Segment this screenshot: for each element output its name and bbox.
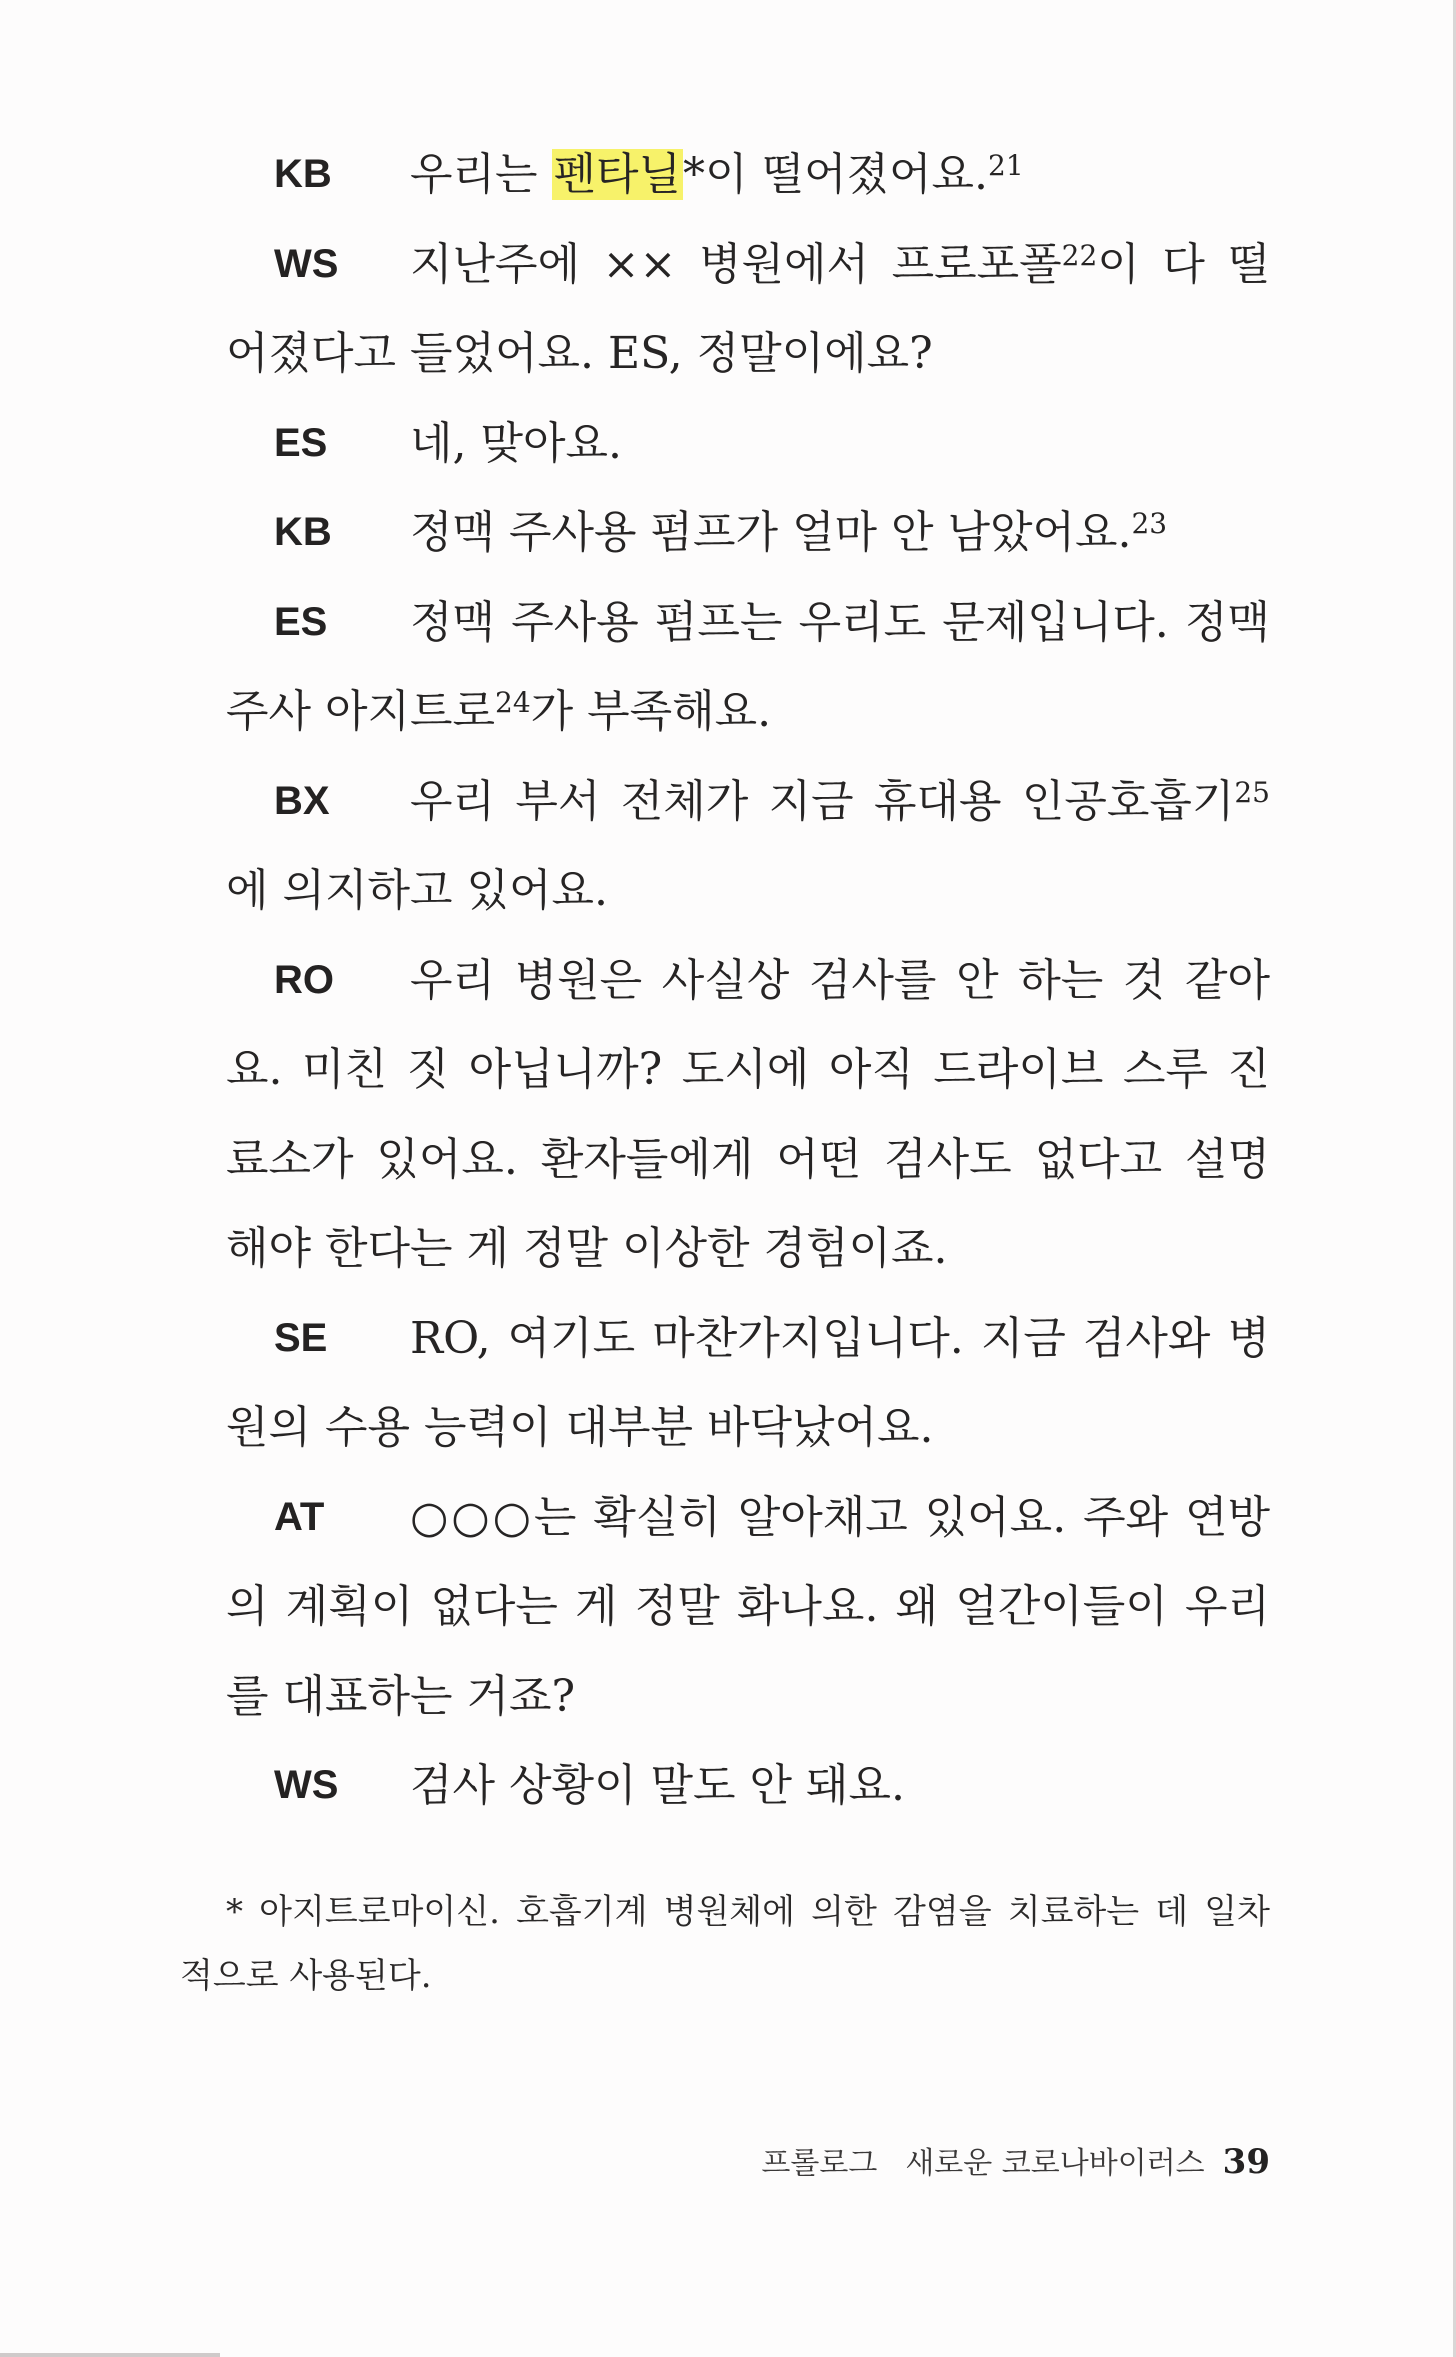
- speech-text: [410, 578, 1270, 668]
- speaker-label: ES: [274, 420, 328, 465]
- speech-continuation: [226, 1204, 947, 1294]
- speech-text: [410, 1294, 1270, 1384]
- speaker-label: BX: [274, 778, 330, 823]
- speech-fragment: 어졌다고 들었어요. ES, 정말이에요?: [226, 328, 933, 379]
- speech-fragment: 요. 미친 짓 아닙니까? 도시에 아직 드라이브 스루 진: [226, 1044, 1270, 1095]
- page-number: 39: [1222, 2142, 1270, 2182]
- scan-edge-mark: [0, 2353, 220, 2357]
- text-line: [226, 757, 1270, 847]
- text-line: [226, 1204, 1270, 1294]
- speech-fragment: 정맥 주사용 펌프는 우리도 문제입니다. 정맥: [410, 596, 1270, 648]
- text-line: [226, 1383, 1270, 1473]
- speech-text: [410, 488, 1167, 578]
- speech-fragment: 에 의지하고 있어요.: [226, 865, 608, 916]
- speech-fragment: 우리 부서 전체가 지금 휴대용 인공호흡기: [410, 775, 1235, 827]
- speech-fragment: 우리는: [410, 149, 552, 200]
- text-line: [226, 399, 1270, 489]
- speaker-label: ES: [274, 599, 328, 644]
- speech-text: [410, 757, 1270, 847]
- speech-fragment: 료소가 있어요. 환자들에게 어떤 검사도 없다고 설명: [226, 1133, 1270, 1185]
- speech-continuation: [226, 1652, 575, 1742]
- speech-fragment: 우리 병원은 사실상 검사를 안 하는 것 같아: [410, 954, 1270, 1006]
- speech-fragment: 해야 한다는 게 정말 이상한 경험이죠.: [226, 1223, 948, 1274]
- text-line: [226, 130, 1270, 220]
- text-line: [226, 1473, 1270, 1563]
- text-line: [226, 1741, 1270, 1831]
- text-line: [226, 1294, 1270, 1384]
- footnote-ref: 22: [1061, 238, 1098, 272]
- speech-fragment: 지난주에 ×× 병원에서 프로포폴: [410, 238, 1062, 290]
- footnote-line: * 아지트로마이신. 호흡기계 병원체에 의한 감염을 치료하는 데 일차: [226, 1892, 1270, 1932]
- speaker-label: KB: [274, 510, 332, 554]
- text-line: [226, 846, 1270, 936]
- speech-continuation: [226, 309, 933, 399]
- text-line: [226, 309, 1270, 399]
- text-line: [226, 220, 1270, 310]
- text-line: [226, 578, 1270, 668]
- text-line: [226, 1652, 1270, 1742]
- speech-continuation: [226, 1025, 1270, 1115]
- text-line: [226, 936, 1270, 1026]
- speaker-label: WS: [274, 1763, 339, 1807]
- speech-fragment: 정맥 주사용 펌프가 얼마 안 남았어요.: [410, 507, 1132, 558]
- speech-fragment: 의 계획이 없다는 게 정말 화나요. 왜 얼간이들이 우리: [226, 1581, 1270, 1632]
- speech-fragment: *이 떨어졌어요.: [683, 149, 989, 200]
- text-line: [226, 1025, 1270, 1115]
- speech-text: [410, 130, 1024, 220]
- chapter-title: 새로운 코로나바이러스: [905, 2146, 1205, 2181]
- speech-text: [410, 936, 1270, 1026]
- speech-text: [410, 220, 1270, 310]
- chapter-label: 프롤로그: [761, 2146, 878, 2181]
- speech-fragment: 를 대표하는 거죠?: [226, 1670, 576, 1722]
- speaker-label: SE: [274, 1315, 328, 1360]
- dialogue-text: [226, 130, 1270, 1831]
- footnote-ref: 21: [988, 149, 1024, 182]
- speech-fragment: 주사 아지트로: [226, 686, 496, 737]
- speech-fragment: 이 다 떨: [1097, 238, 1270, 290]
- footnote-ref: 24: [495, 686, 531, 719]
- speech-continuation: [226, 1115, 1270, 1205]
- speech-fragment: 네, 맞아요.: [410, 417, 622, 469]
- text-line: [226, 1115, 1270, 1205]
- speaker-label: KB: [274, 152, 332, 196]
- speech-fragment: 검사 상황이 말도 안 돼요.: [410, 1760, 905, 1811]
- text-line: [226, 667, 1270, 757]
- speech-fragment: ○○○는 확실히 알아채고 있어요. 주와 연방: [410, 1491, 1270, 1543]
- speech-fragment: 가 부족해요.: [530, 686, 772, 737]
- footnote-ref: 25: [1234, 775, 1270, 809]
- speech-continuation: [226, 846, 608, 936]
- text-line: [226, 1562, 1270, 1652]
- speaker-label: AT: [274, 1494, 325, 1539]
- footnote-ref: 23: [1131, 507, 1168, 540]
- speech-fragment: 원의 수용 능력이 대부분 바닥났어요.: [226, 1402, 934, 1453]
- footnote: [180, 1880, 1270, 2008]
- speech-continuation: [226, 1562, 1270, 1652]
- speaker-label: RO: [274, 957, 334, 1002]
- speech-continuation: [226, 667, 771, 757]
- footnote-line: 적으로 사용된다.: [180, 1956, 432, 1996]
- speech-continuation: [226, 1383, 934, 1473]
- speech-fragment: RO, 여기도 마찬가지입니다. 지금 검사와 병: [410, 1312, 1270, 1364]
- text-line: [226, 488, 1270, 578]
- highlighted-term: 펜타닐: [553, 149, 682, 200]
- speech-text: [410, 1473, 1270, 1563]
- page-footer: [761, 2138, 1270, 2182]
- speech-text: [410, 399, 622, 489]
- speaker-label: WS: [274, 241, 339, 286]
- speech-text: [410, 1741, 905, 1831]
